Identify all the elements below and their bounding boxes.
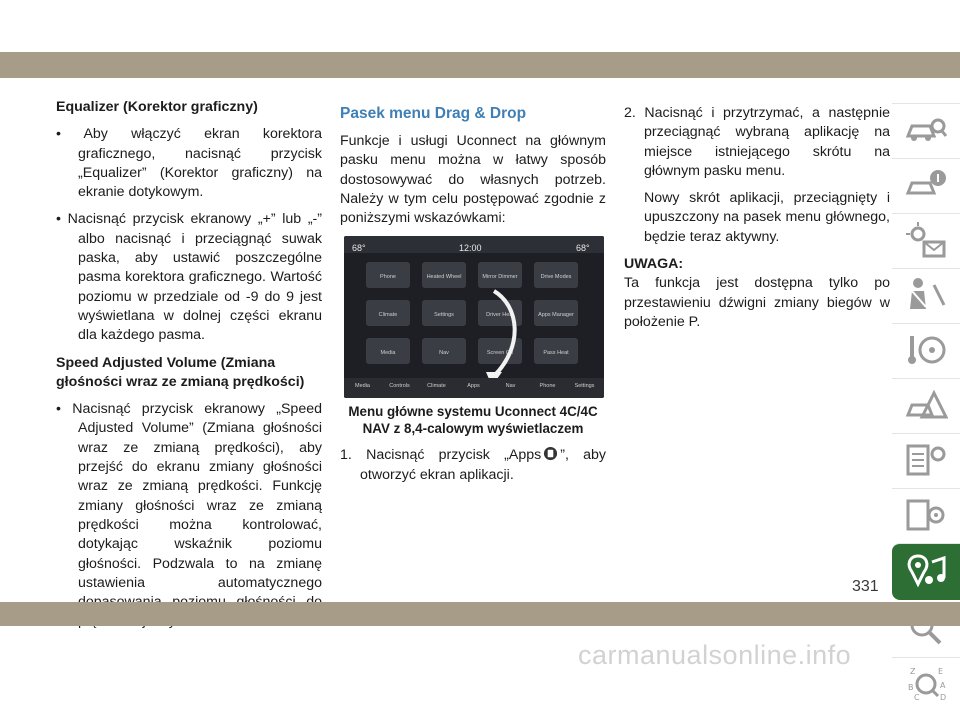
- specs-gear-icon: [904, 495, 948, 535]
- step-1: [340, 446, 606, 485]
- screen-tile-label: Heated Wheel: [426, 274, 462, 281]
- checklist-gear-icon: [904, 440, 948, 480]
- screen-menu-item: Phone: [539, 383, 556, 390]
- tab-multimedia[interactable]: [892, 543, 960, 600]
- tab-index[interactable]: [892, 657, 960, 710]
- column-middle: [340, 104, 606, 485]
- light-message-icon: [904, 220, 948, 260]
- bullet-equalizer-open: • Aby włączyć ekran korektora graficznego, nacisnąć przycisk „Equalizer” (Korektor graficzny) na ekranie dotykowym.: [56, 126, 322, 201]
- warning-triangle-car-icon: [904, 385, 948, 425]
- tab-emergency[interactable]: [892, 378, 960, 431]
- note-title: UWAGA:: [624, 256, 684, 273]
- screen-tile-label: Mirror Dimmer: [482, 274, 518, 281]
- screen-tile-label: Phone: [380, 274, 396, 281]
- alphabet-index-icon: [904, 664, 948, 704]
- clock: 12:00: [459, 243, 482, 254]
- top-band: [0, 52, 960, 78]
- seatbelt-person-icon: [904, 275, 948, 315]
- step-1-text-b: ”, aby otworzyć ekran aplikacji.: [360, 447, 607, 483]
- tab-vehicle-info[interactable]: [892, 103, 960, 156]
- screen-tile-label: Pass Heat: [543, 350, 569, 357]
- tab-instrument-panel[interactable]: [892, 213, 960, 266]
- section-heading-drag-drop: Pasek menu Drag & Drop: [340, 105, 527, 122]
- screen-tile-label: Media: [380, 350, 396, 357]
- column-right: [624, 104, 890, 332]
- step-1-text-a: 1. Nacisnąć przycisk „Apps: [340, 447, 542, 464]
- drag-arrow: [344, 236, 604, 398]
- tab-safety[interactable]: [892, 268, 960, 321]
- bullet-equalizer-adjust: • Nacisnąć przycisk ekranowy „+” lub „-” albo nacisnąć i przeciągnąć suwak paska, aby ustawić poszczególne pasma korektora graficznego. Wartość poziomu w przedziale od -9 do 9 jest wyświetlana w dolnej części ekranu dla każdego pasma.: [56, 211, 322, 344]
- temp-left: 68°: [352, 243, 366, 254]
- column-left: [56, 98, 322, 632]
- uconnect-screen-photo: [344, 236, 604, 398]
- temp-right: 68°: [576, 243, 590, 254]
- figure-caption: Menu główne systemu Uconnect 4C/4C NAV z 8,4-calowym wyświetlaczem: [348, 404, 598, 437]
- screen-menu-item: Apps: [467, 383, 480, 390]
- note-text: Ta funkcja jest dostępna tylko po przestawieniu dźwigni zmiany biegów w położenie P.: [624, 275, 890, 330]
- screen-menu-item: Media: [355, 383, 370, 390]
- section-heading-equalizer: Equalizer (Korektor graficzny): [56, 99, 258, 115]
- screen-menu-item: Climate: [427, 383, 446, 390]
- svg-text:C: C: [914, 693, 920, 702]
- svg-text:Z: Z: [910, 667, 916, 676]
- car-info-icon: [904, 165, 948, 205]
- screen-tile-label: Screen Off: [486, 350, 514, 357]
- svg-text:B: B: [908, 683, 914, 692]
- screen-menu-item: Settings: [574, 383, 595, 390]
- step-2: 2. Nacisnąć i przytrzymać, a następnie przeciągnąć wybraną aplikację na miejsce istniejącego skrótu na głównym pasku menu.: [624, 105, 890, 179]
- tab-technical[interactable]: [892, 488, 960, 541]
- section-heading-speed-volume: Speed Adjusted Volume (Zmiana głośności wraz ze zmianą prędkości): [56, 354, 305, 390]
- screen-menu-item: Controls: [389, 383, 410, 390]
- key-steering-icon: [904, 330, 948, 370]
- screen-tile-label: Settings: [434, 312, 454, 319]
- bullet-speed-volume: • Nacisnąć przycisk ekranowy „Speed Adjusted Volume” (Zmiana głośności wraz ze zmianą prędkości), aby przejść do ekranu zmiany głośności wraz ze zmianą prędkości. Funkcję zmiany głośności wraz ze zmianą prędkości można kontrolować, dotykając wskaźnik poziomu głośności. Podzwala to na zmianę ustawienia automatycznego: [56, 401, 322, 591]
- screen-menu-bar: [344, 378, 604, 398]
- top-margin: [0, 0, 960, 52]
- music-navigation-icon: [904, 552, 948, 592]
- screen-tile-label: Climate: [378, 312, 398, 319]
- svg-text:A: A: [940, 681, 946, 690]
- watermark: carmanualsonline.info: [578, 640, 852, 670]
- tab-starting-driving[interactable]: [892, 323, 960, 376]
- apps-icon: [543, 446, 558, 461]
- svg-text:E: E: [938, 667, 944, 676]
- svg-text:D: D: [940, 693, 947, 702]
- car-magnifier-icon: [904, 110, 948, 150]
- screen-tile-label: Nav: [439, 350, 449, 357]
- tab-servicing[interactable]: [892, 433, 960, 486]
- screen-menu-item: Nav: [505, 383, 516, 390]
- page-number: 331: [852, 578, 879, 595]
- screen-tile-label: Driver Heat: [486, 312, 514, 319]
- step-2-note: Nowy skrót aplikacji, przeciągnięty i upuszczony na pasek menu głównego, będzie teraz aktywny.: [644, 190, 890, 245]
- screen-tile-label: Apps Manager: [538, 312, 574, 319]
- tab-warning-info[interactable]: [892, 158, 960, 211]
- bottom-band: [0, 602, 960, 626]
- screen-tile-label: Drive Modes: [540, 274, 572, 281]
- intro-paragraph: Funkcje i usługi Uconnect na głównym pasku menu można w łatwy sposób dostosowywać do własnych potrzeb. Należy w tym celu postępować zgodnie z poniższymi wskazówkami:: [340, 133, 606, 227]
